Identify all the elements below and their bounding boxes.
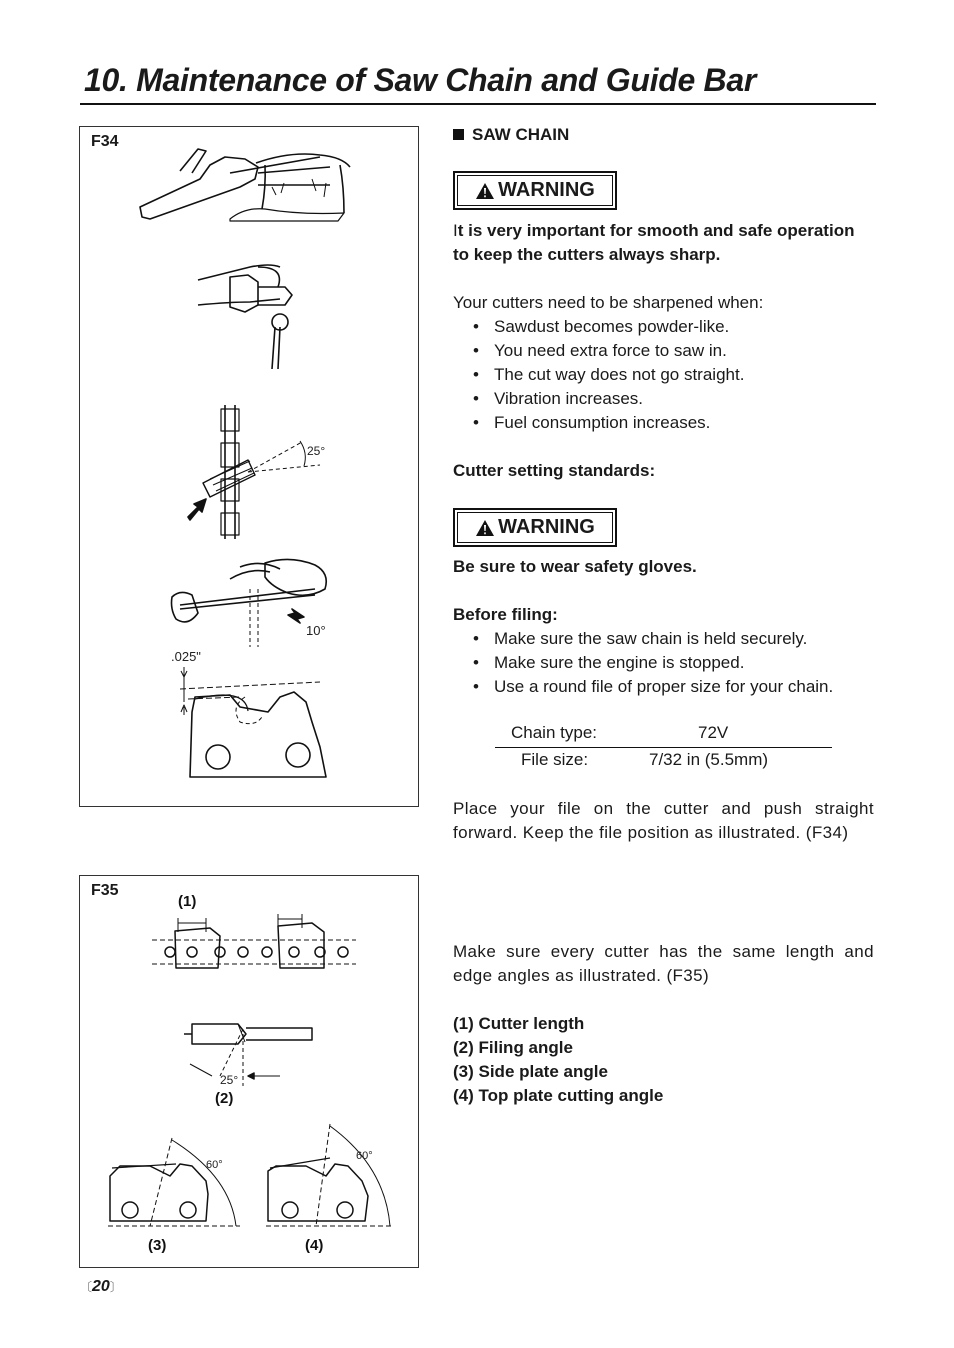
list-item: • Make sure the saw chain is held securely. [473,627,874,651]
figure-f35 [79,875,419,1268]
legend-item: (1) Cutter length [453,1014,585,1033]
list-item: • Vibration increases. [473,387,874,411]
before-heading: Before filing: [453,605,558,624]
list-item: • You need extra force to saw in. [473,339,874,363]
cutter-tooth-icon [180,667,326,777]
warning-triangle-icon [475,182,495,200]
page-number-bracket-right-icon: 〕 [109,1280,122,1294]
depth-gauge-label: .025" [171,649,201,664]
page-title: 10. Maintenance of Saw Chain and Guide Bar [84,62,756,98]
page-number-bracket-left-icon: 〔 [80,1280,93,1294]
file-angle-icon [188,405,320,539]
file-size-value: 7/32 in (5.5mm) [649,750,769,769]
sharpen-list-block [453,291,874,435]
chainsaw-stump-icon [140,149,350,221]
square-bullet-icon [453,129,464,140]
chain-type-value: 72V [698,723,729,742]
list-item: • Sawdust becomes powder-like. [473,315,874,339]
filing-angle-icon [184,1024,312,1086]
legend-item: (4) Top plate cutting angle [453,1086,664,1105]
list-item: • Use a round file of proper size for your chain. [473,675,874,699]
cutter-instruction: Make sure every cutter has the same length and edge angles as illustrated. (F35) [453,942,874,985]
vise-icon [198,265,292,369]
warning-text-1-body: t is very important for smooth and safe operation to keep the cutters always sharp. [453,221,855,264]
side-plate-angle-icon [108,1138,240,1226]
figure-f35-label: F35 [91,882,119,899]
legend-item: (3) Side plate angle [453,1062,608,1081]
figure-f34 [79,126,419,807]
side-plate-angle-label: 60° [206,1159,223,1171]
callout-1: (1) [178,893,197,910]
angle-label-25: 25° [307,444,326,458]
warning-box-2 [453,508,617,547]
saw-chain-icon [152,914,356,968]
chain-type-label: Chain type: [511,723,597,742]
angle-label-10: 10° [306,623,326,638]
table-row [495,723,832,747]
warning-label-1: WARNING [498,179,595,201]
title-rule [80,103,876,105]
filing-angle-label: 25° [220,1073,239,1087]
list-item: • Fuel consumption increases. [473,411,874,435]
warning-box-1 [453,171,617,210]
standards-heading: Cutter setting standards: [453,461,656,480]
chain-spec-table [495,723,832,772]
legend-item: (2) Filing angle [453,1038,573,1057]
section-heading [453,123,874,147]
before-list [453,627,874,699]
callout-4: (4) [305,1237,324,1254]
figure-f34-label: F34 [91,133,119,150]
warning-text-1-lead: I [453,221,458,240]
figure-f35-illustration [80,876,418,1267]
page-number [80,1278,122,1296]
list-item: • The cut way does not go straight. [473,363,874,387]
list-item: • Make sure the engine is stopped. [473,651,874,675]
figure-legend [453,1012,874,1108]
sharpen-intro: Your cutters need to be sharpened when: [453,293,764,312]
top-plate-angle-icon [266,1124,394,1226]
hands-file-icon [172,559,327,647]
file-instruction: Place your file on the cutter and push straight forward. Keep the file position as illustrated. (F34) [453,799,874,842]
warning-triangle-icon [475,519,495,537]
table-row [495,747,832,772]
callout-3: (3) [148,1237,167,1254]
top-plate-angle-label: 60° [356,1150,373,1162]
page-number-text: 20 [92,1278,110,1295]
warning-text-2: Be sure to wear safety gloves. [453,557,697,576]
sharpen-list [453,315,874,435]
before-filing-block [453,603,874,699]
file-size-label: File size: [521,750,589,769]
section-heading-text: SAW CHAIN [472,125,570,144]
callout-2: (2) [215,1090,234,1107]
warning-text-1 [453,219,874,267]
figure-f34-illustration [80,127,418,806]
warning-label-2: WARNING [498,516,595,538]
